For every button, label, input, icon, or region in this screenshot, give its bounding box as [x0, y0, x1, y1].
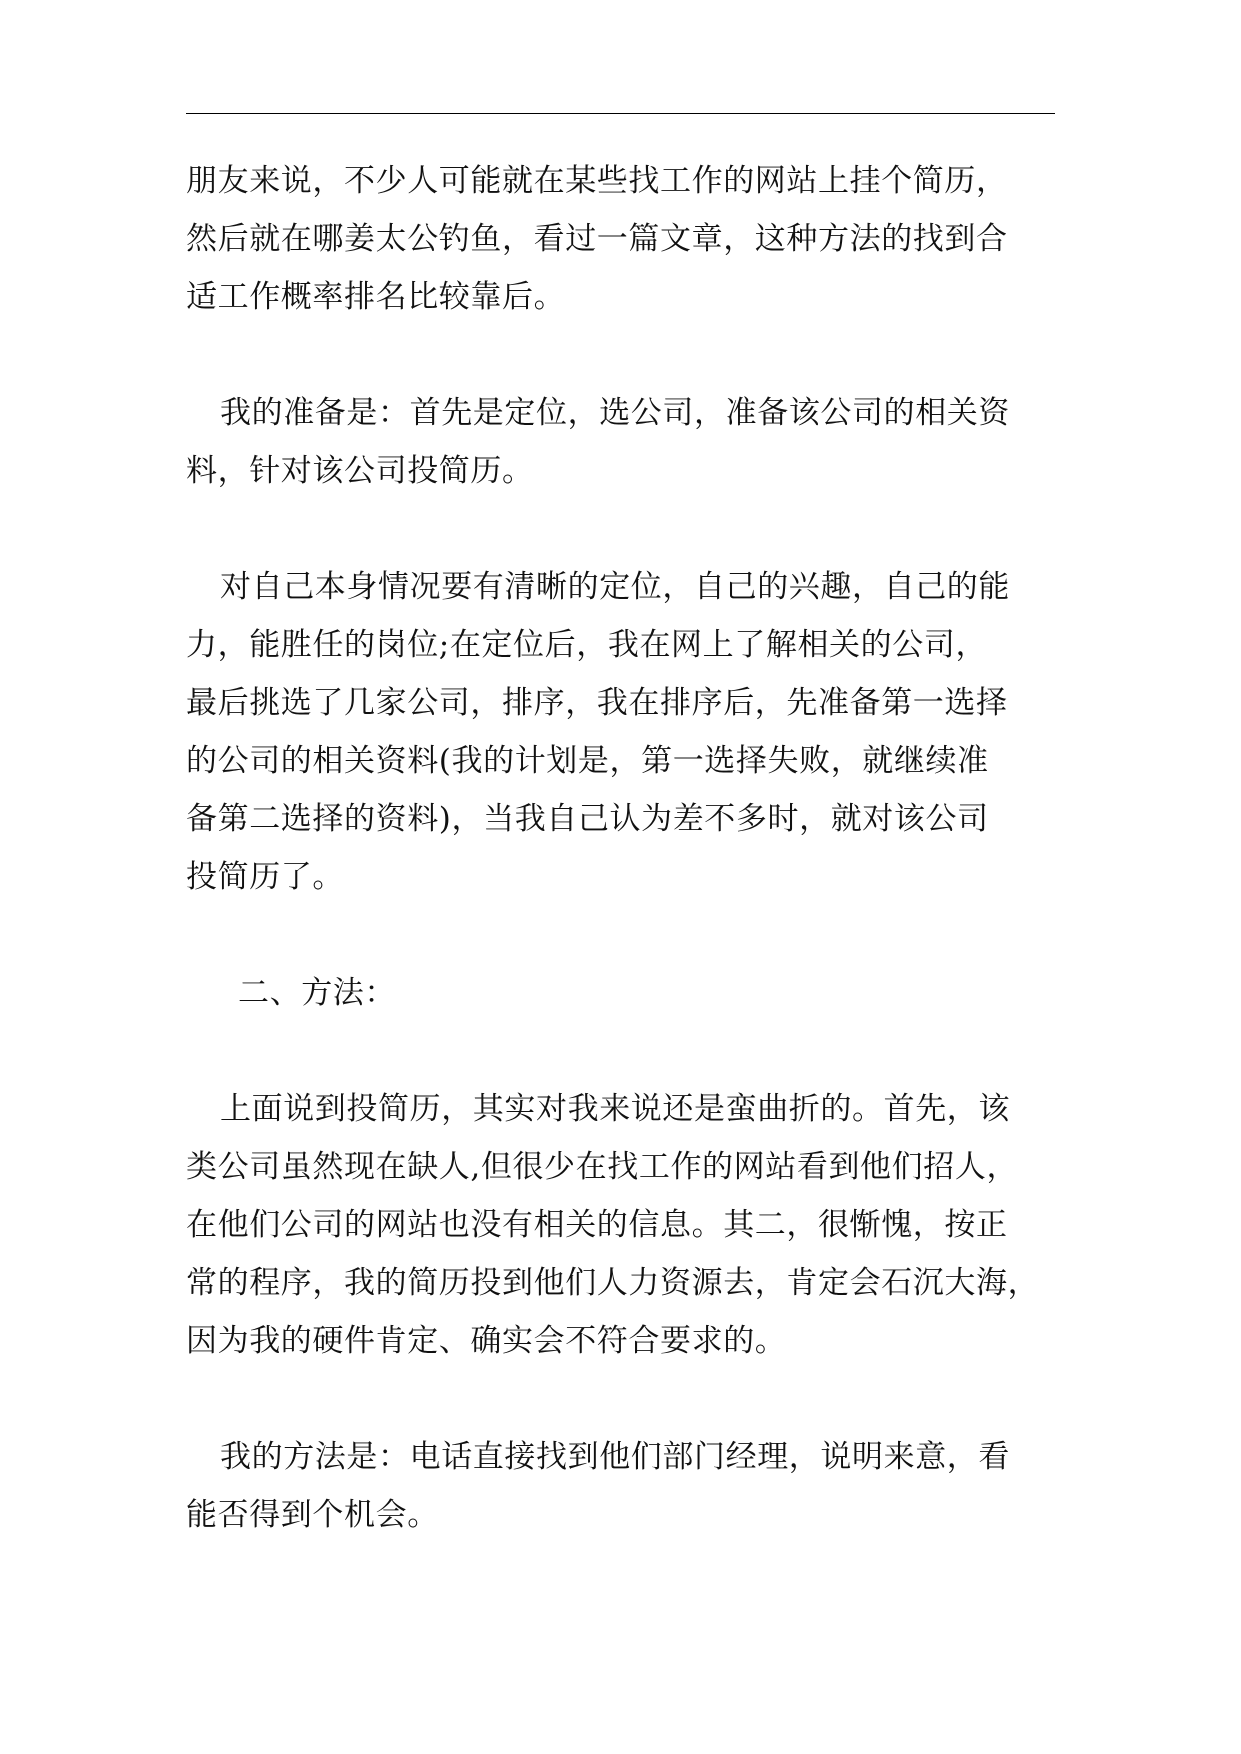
text-line: 我的准备是：首先是定位，选公司，准备该公司的相关资	[220, 395, 1010, 431]
text-line: 料，针对该公司投简历。	[186, 453, 534, 489]
paragraph-intro	[186, 152, 1066, 326]
text-line: 我的方法是：电话直接找到他们部门经理，说明来意，看	[220, 1439, 1010, 1475]
paragraph-gap	[186, 500, 1066, 558]
paragraph-gap	[186, 326, 1066, 384]
text-line: 适工作概率排名比较靠后。	[186, 279, 566, 315]
paragraph-my-method	[186, 1428, 1066, 1544]
text-line: 常的程序，我的简历投到他们人力资源去，肯定会石沉大海，	[186, 1265, 1040, 1301]
text-line: 上面说到投简历，其实对我来说还是蛮曲折的。首先，该	[220, 1091, 1010, 1127]
text-line: 力，能胜任的岗位;在定位后，我在网上了解相关的公司，	[186, 627, 988, 663]
text-line: 朋友来说，不少人可能就在某些找工作的网站上挂个简历，	[186, 163, 1008, 199]
text-line: 在他们公司的网站也没有相关的信息。其二，很惭愧，按正	[186, 1207, 1008, 1243]
section-heading-text: 二、方法：	[238, 975, 396, 1011]
section-heading-methods	[186, 964, 1066, 1022]
text-line: 类公司虽然现在缺人,但很少在找工作的网站看到他们招人，	[186, 1149, 1019, 1185]
header-rule	[186, 113, 1055, 114]
text-line: 然后就在哪姜太公钓鱼，看过一篇文章，这种方法的找到合	[186, 221, 1008, 257]
paragraph-preparation	[186, 384, 1066, 500]
text-line: 因为我的硬件肯定、确实会不符合要求的。	[186, 1323, 787, 1359]
text-line: 的公司的相关资料(我的计划是，第一选择失败，就继续准	[186, 743, 989, 779]
document-body	[186, 152, 1066, 1544]
paragraph-gap	[186, 1022, 1066, 1080]
paragraph-gap	[186, 1370, 1066, 1428]
text-line: 投简历了。	[186, 859, 344, 895]
paragraph-gap	[186, 906, 1066, 964]
paragraph-submission	[186, 1080, 1066, 1370]
text-line: 能否得到个机会。	[186, 1497, 439, 1533]
text-line: 备第二选择的资料)，当我自己认为差不多时，就对该公司	[186, 801, 989, 837]
paragraph-positioning	[186, 558, 1066, 906]
text-line: 最后挑选了几家公司，排序，我在排序后，先准备第一选择	[186, 685, 1008, 721]
text-line: 对自己本身情况要有清晰的定位，自己的兴趣，自己的能	[220, 569, 1010, 605]
